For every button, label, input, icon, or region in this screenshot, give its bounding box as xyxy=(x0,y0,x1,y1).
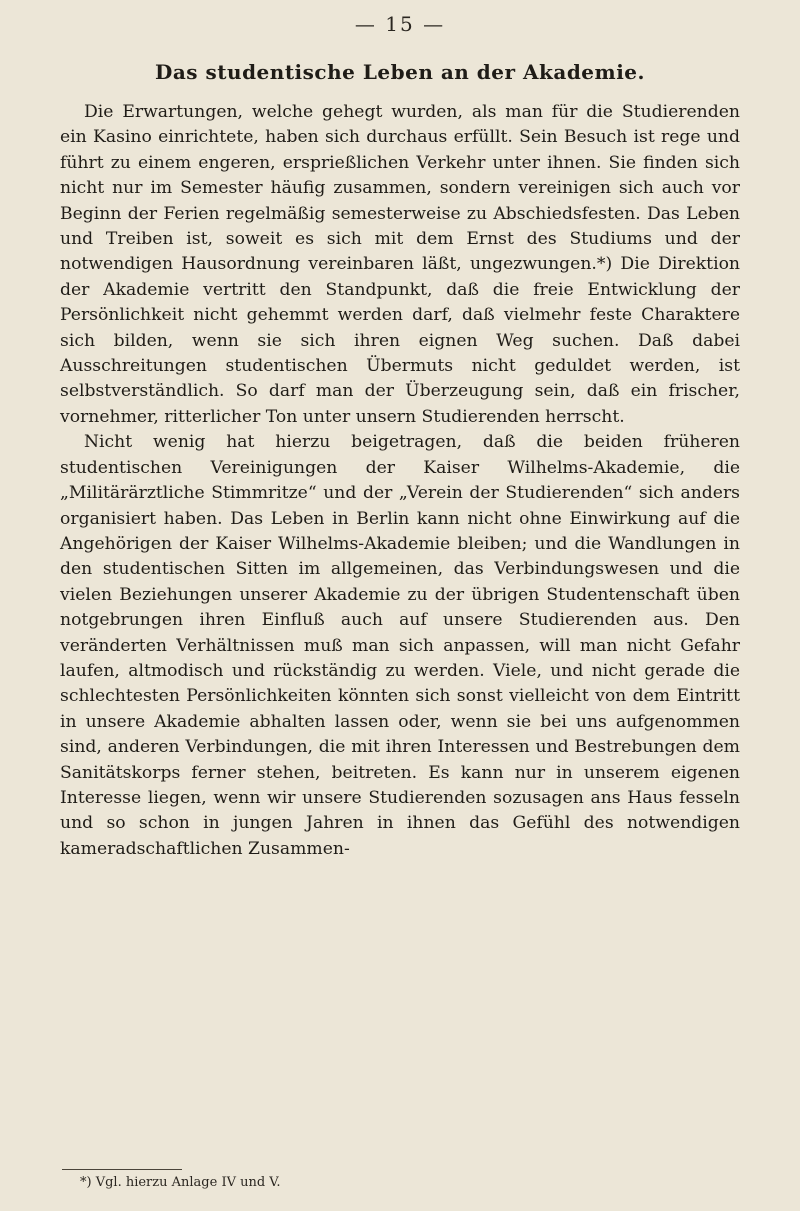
section-heading: Das studentische Leben an der Akademie. xyxy=(155,60,645,84)
paragraph-1: Die Erwartungen, welche gehegt wurden, als man für die Studierenden ein Kasino einrichtete, haben sich durchaus erfüllt. Sein Besuch ist rege und führt zu einem engeren, ersprießlichen Verkehr unter ihnen. Sie finden sich nicht nur im Semester häufig zusammen, sondern vereinigen sich auch vor Beginn der Ferien regelmäßig semesterweise zu Abschiedsfesten. Das Leben und Treiben ist, soweit es sich mit dem Ernst des Studiums und der notwendigen Hausordnung vereinbaren läßt, ungezwungen.*) Die Direktion der Akademie vertritt den Standpunkt, daß die freie Entwicklung der Persönlichkeit nicht gehemmt werden darf, daß vielmehr feste Charaktere sich bilden, wenn sie sich ihren eignen Weg suchen. Daß dabei Ausschreitungen studentischen Übermuts nicht geduldet werden, ist selbstverständlich. So darf man der Überzeugung sein, daß ein frischer, vornehmer, ritterlicher Ton unter unsern Studierenden herrscht. xyxy=(60,102,740,427)
paragraph-2: Nicht wenig hat hierzu beigetragen, daß die beiden früheren studentischen Vereinigungen der Kaiser Wilhelms-Akademie, die „Militärärztliche Stimmritze“ und der „Verein der Studierenden“ sich anders organisiert haben. Das Leben in Berlin kann nicht ohne Einwirkung auf die Angehörigen der Kaiser Wilhelms-Akademie bleiben; und die Wandlungen in den studentischen Sitten im allgemeinen, das Verbindungswesen und die vielen Beziehungen unserer Akademie zu der übrigen Studentenschaft üben notgebrungen ihren Einfluß auch auf unsere Studierenden aus. Den veränderten Verhältnissen muß man sich anpassen, will man nicht Gefahr laufen, altmodisch und rückständig zu werden. Viele, und nicht gerade die schlechtesten Persönlichkeiten könnten sich sonst vielleicht von dem Eintritt in unsere Akademie abhalten lassen oder, wenn sie bei uns aufgenommen sind, anderen Verbindungen, die mit ihren Interessen und Bestrebungen dem Sanitätskorps ferner stehen, beitreten. Es kann nur in unserem eigenen Interesse liegen, wenn wir unsere Studierenden sozusagen ans Haus fesseln und so schon in jungen Jahren in ihnen das Gefühl des notwendigen kameradschaftlichen Zusammen- xyxy=(60,432,740,859)
footnote: *) Vgl. hierzu Anlage IV und V. xyxy=(80,1175,281,1190)
page-number: — 15 — xyxy=(354,12,446,36)
footnote-rule xyxy=(62,1169,182,1170)
body-text xyxy=(60,100,740,862)
